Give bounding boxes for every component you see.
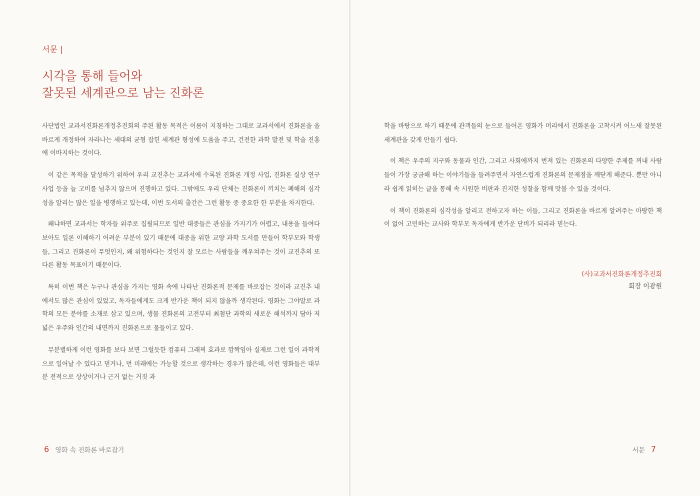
- page-footer: [40, 445, 124, 454]
- paragraph: 사단법인 교과서진화론개정추진회의 주된 활동 목적은 이름이 지칭하는 그대로 교과서에서 진화론을 올바르게 개정하여 자라나는 세대의 균형 잡힌 세계관 형성에 도움을 주고, 건전한 과학 발전 및 학술 진흥에 이바지하는 것이다.: [42, 123, 320, 158]
- page-number: 6: [44, 445, 50, 454]
- paragraph: 왜냐하면 교과서는 학자들 위주로 집필되므로 일반 대중들은 관심을 가지기가 어렵고, 내용을 들여다보아도 일론 이해하기 어려운 부분이 있기 때문에 대중을 위한 교양 과학 도서를 만들어 학부모와 학생들, 그리고 진화론이 무엇인지, 왜 위험하다는 것인지 잘 모르는 사람들을 깨우쳐주는 것이 교진추의 또 다른 활동 목표이기 때문이다.: [42, 221, 320, 270]
- paragraph: 이 책이 진화론의 심각성을 알리고 전하고자 하는 이들, 그리고 진화론을 바르게 알려주는 마땅한 책이 없어 고민하는 교사와 학부모 독자에게 반가운 단비가 되리라 믿는다.: [384, 207, 662, 229]
- page-number: 7: [650, 445, 656, 454]
- paragraph: 이 책은 우주의 지구와 동물과 인간, 그리고 사회에까지 번져 있는 진화론의 다양한 주제를 꺼내 사람들이 가장 궁금해 하는 이야기들을 들려주면서 자연스럽게 진화론의 문제점을 깨닫게 해준다. 뿐만 아니라 쉽게 읽히는 글을 통해 속 시원한 비판과 진지한 성찰을 함께 맛볼 수 있을 것이다.: [384, 158, 662, 193]
- signature-name: 회장 이광원: [628, 282, 662, 290]
- running-title: 서문: [632, 446, 645, 454]
- page-footer: [632, 445, 660, 454]
- chapter-title: [42, 68, 204, 102]
- signature: [582, 268, 662, 292]
- section-label: 서문 |: [42, 45, 63, 54]
- paragraph: 학을 바탕으로 하기 때문에 관객들의 눈으로 들어온 영화가 머리에서 진화론을 고착시켜 어느새 잘못된 세계관을 갖게 만들기 쉽다.: [384, 123, 662, 144]
- title-line: 잘못된 세계관으로 남는 진화론: [42, 86, 205, 100]
- paragraph: 특히 이번 책은 누구나 관심을 가지는 영화 속에 나타난 진화론적 문제를 바로잡는 것이라 교진추 내에서도 많은 관심이 있었고, 독자들에게도 크게 반가운 책이 되지 않을까 생각된다. 영화는 그야말로 과학의 모든 분야를 소재로 삼고 있으며, 생물 진화론의 고전부터 최첨단 과학의 새로운 해석까지 담아 저 넓은 우주와 인간의 내면까지 진화론으로 물들이고 있다.: [42, 284, 320, 333]
- right-page: [350, 0, 700, 496]
- paragraph: 무분별하게 이런 영화를 보다 보면 그럴듯한 컴퓨터 그래픽 효과로 깜짝임아 실제로 그런 일이 과학적으로 일어날 수 있다고 믿거나, 먼 미래에는 가능할 것으로 생각하는 경우가 많은데, 이런 영화들은 대부분 전적으로 상상이거나 근거 없는 거짓 과: [42, 346, 320, 382]
- signature-org: (사)교과서진화론개정추진회: [581, 270, 662, 278]
- running-title: 영화 속 진화론 바로잡기: [55, 446, 125, 454]
- paragraph: 이 같은 목적을 달성하기 위하여 우리 교진추는 교과서에 수록된 진화론 개정 사업, 진화론 실상 연구 사업 등을 늘 고비를 넘추지 않으며 진행하고 있다. 그밖에도 우리 단체는 진화론이 끼치는 폐해의 심각성을 알리는 많은 일을 병행하고 있는데, 이번 도서의 출간은 그런 활동 중 중요한 한 부분을 차지한다.: [42, 172, 320, 207]
- left-body-text: [42, 120, 320, 393]
- title-line: 시각을 통해 들어와: [42, 69, 143, 83]
- right-body-text: [384, 120, 662, 240]
